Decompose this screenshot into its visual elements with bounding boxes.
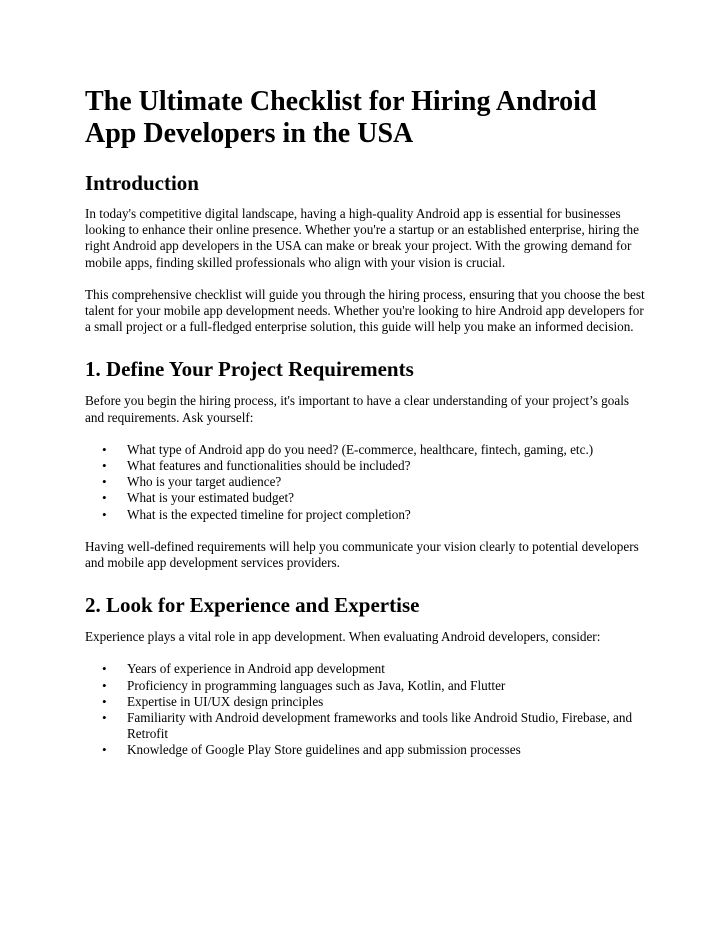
bullet-icon: •: [102, 677, 107, 693]
bullet-icon: •: [102, 441, 107, 457]
introduction-paragraph-1: In today's competitive digital landscape, having a high-quality Android app is essential for businesses looking to enhance their online presence. Whether you're a startup or an established enterprise, hiring the right Android app developers in the USA can make or break your project. With the growing demand for mobile apps, finding skilled professionals who align with your vision is crucial.: [85, 206, 639, 270]
page-title: The Ultimate Checklist for Hiring Android App Developers in the USA: [85, 86, 597, 149]
list-item-text: What features and functionalities should be included?: [127, 458, 411, 474]
list-item-text: Years of experience in Android app development: [127, 661, 385, 677]
bullet-icon: •: [102, 710, 107, 726]
list-item-text: What is the expected timeline for project completion?: [127, 506, 411, 522]
bullet-icon: •: [102, 490, 107, 506]
list-item-text: What is your estimated budget?: [127, 490, 294, 506]
introduction-paragraph-2: This comprehensive checklist will guide you through the hiring process, ensuring that you choose the best talent for your mobile app development needs. Whether you're looking to hire Android app developers for a small project or a full-fledged enterprise solution, this guide will help you make an informed decision.: [85, 286, 645, 335]
list-item: [85, 678, 645, 694]
list-item-text: Who is your target audience?: [127, 474, 282, 490]
list-item: [85, 661, 645, 677]
list-item: [85, 694, 645, 710]
list-item: [85, 474, 645, 490]
bullet-icon: •: [102, 458, 107, 474]
list-item-text: What type of Android app do you need? (E-commerce, healthcare, fintech, gaming, etc.): [127, 441, 594, 457]
bullet-icon: •: [102, 661, 107, 677]
document-content: [85, 86, 645, 759]
list-item-text: Proficiency in programming languages such as Java, Kotlin, and Flutter: [127, 677, 506, 693]
list-item-text: Knowledge of Google Play Store guidelines and app submission processes: [127, 742, 521, 758]
section-1-outro: Having well-defined requirements will help you communicate your vision clearly to potential developers and mobile app development services providers.: [85, 538, 639, 571]
section-1-bullet-list: [85, 442, 645, 523]
section-1-intro: Before you begin the hiring process, it's important to have a clear understanding of your project’s goals and requirements. Ask yourself:: [85, 393, 630, 425]
section-2-bullet-list: [85, 661, 645, 758]
section-2-intro: Experience plays a vital role in app development. When evaluating Android developers, consider:: [85, 629, 601, 645]
section-2-heading: 2. Look for Experience and Expertise: [85, 593, 420, 618]
bullet-icon: •: [102, 506, 107, 522]
list-item-text: Expertise in UI/UX design principles: [127, 693, 324, 709]
bullet-icon: •: [102, 474, 107, 490]
introduction-heading: Introduction: [85, 171, 199, 195]
list-item: [85, 442, 645, 458]
list-item: [85, 710, 645, 742]
list-item: [85, 458, 645, 474]
bullet-icon: •: [102, 742, 107, 758]
list-item-text: Familiarity with Android development frameworks and tools like Android Studio, Firebase, and Retrofit: [127, 710, 633, 742]
list-item: [85, 507, 645, 523]
list-item: [85, 490, 645, 506]
section-1-heading: 1. Define Your Project Requirements: [85, 357, 414, 382]
list-item: [85, 742, 645, 758]
bullet-icon: •: [102, 693, 107, 709]
